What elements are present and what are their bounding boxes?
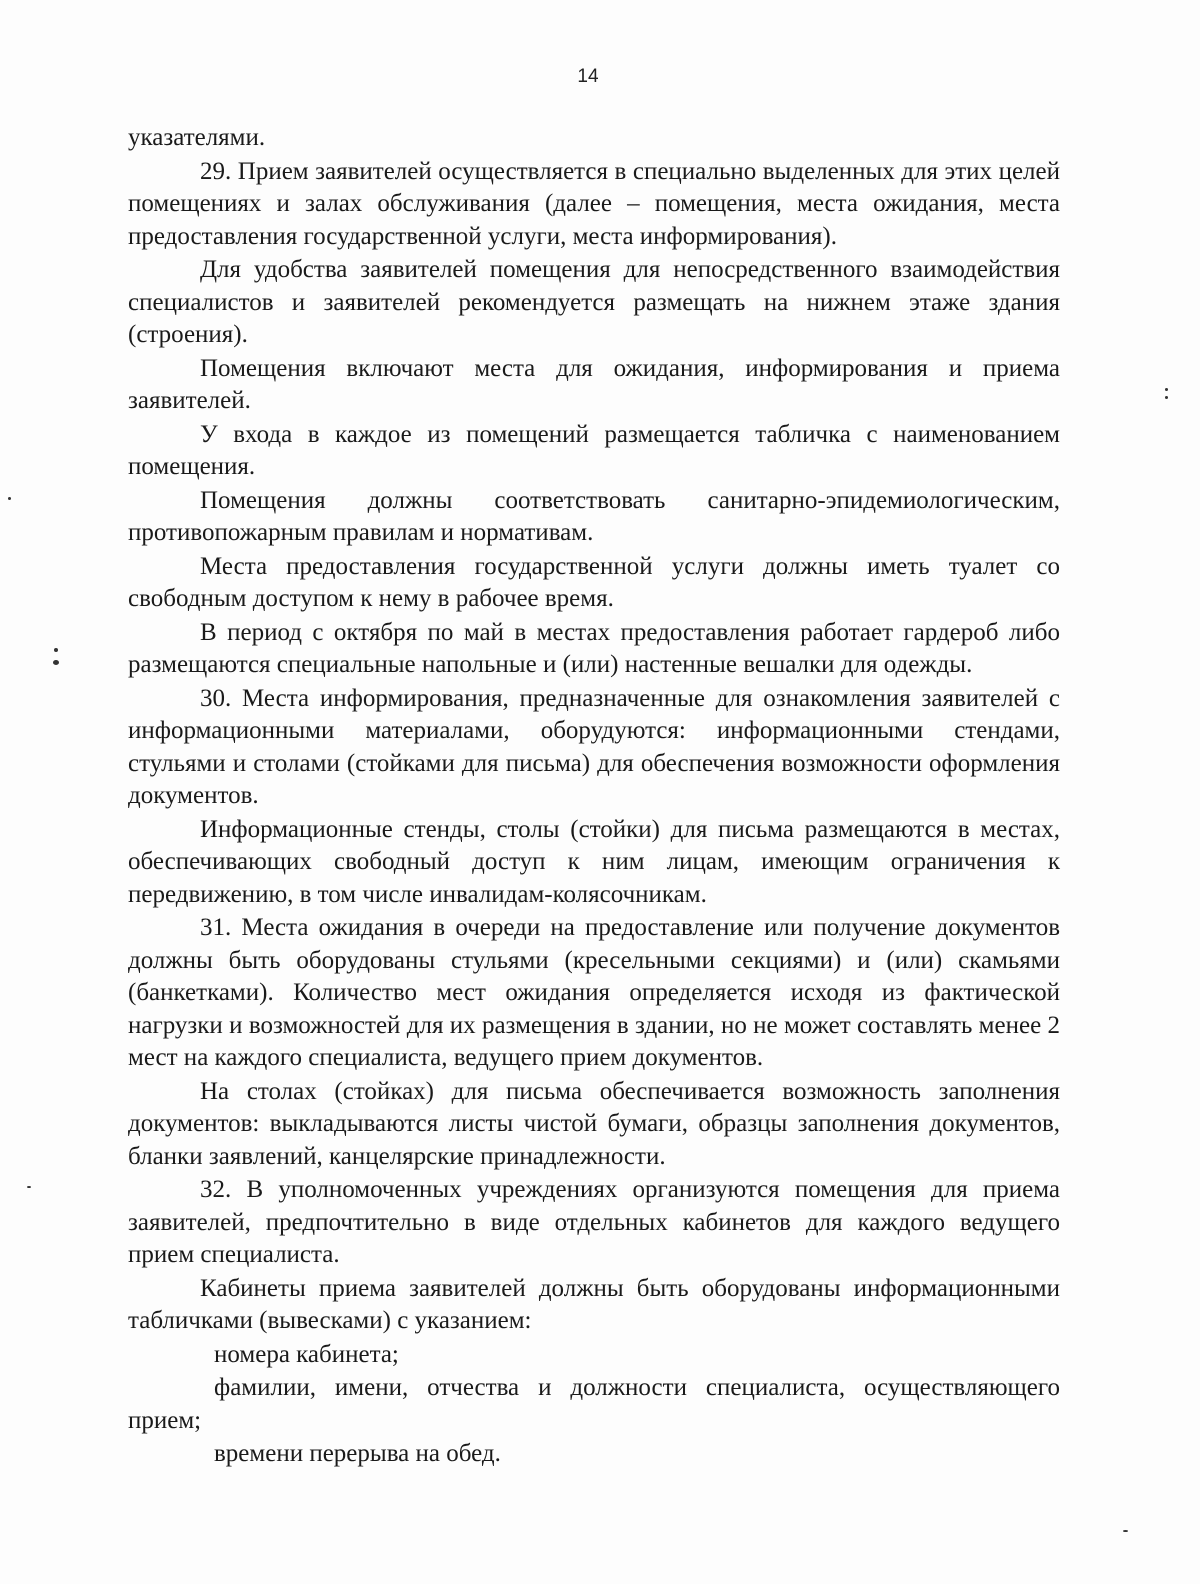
page-number: 14 — [577, 66, 599, 87]
scan-speck — [27, 1186, 31, 1188]
scan-speck — [1165, 388, 1168, 391]
paragraph-32: 32. В уполномоченных учреждениях организуются помещения для приема заявителей, предпочтительно в виде отдельных кабинетов для каждого ведущего прием специалиста. — [128, 1176, 1060, 1268]
paragraph-toilet: Места предоставления государственной услуги должны иметь туалет со свободным доступом к нему в рабочее время. — [128, 552, 1060, 612]
paragraph-29: 29. Прием заявителей осуществляется в специально выделенных для этих целей помещениях и залах обслуживания (далее – помещения, места ожидания, места предоставления государственной услуги, места информирования). — [128, 157, 1060, 250]
paragraph-info-stands: Информационные стенды, столы (стойки) для письма размещаются в местах, обеспечивающих свободный доступ к ним лицам, имеющим ограничения к передвижению, в том числе инвалидам-колясочникам. — [128, 815, 1060, 908]
scan-speck — [1123, 1530, 1128, 1532]
paragraph-wardrobe: В период с октября по май в местах предоставления работает гардероб либо размещаются специальные напольные и (или) настенные вешалки для одежды. — [128, 618, 1060, 678]
paragraph-entrance-sign: У входа в каждое из помещений размещается табличка с наименованием помещения. — [128, 420, 1060, 480]
paragraph-30: 30. Места информирования, предназначенные для ознакомления заявителей с информационными материалами, оборудуются: информационными стендами, стульями и столами (стойками для письма) для обеспечения возможности оформления документов. — [128, 684, 1060, 809]
list-item-specialist-name: фамилии, имени, отчества и должности специалиста, осуществляющего прием; — [128, 1374, 1060, 1434]
list-item-office-number: номера кабинета; — [214, 1340, 399, 1368]
paragraph-premises-include: Помещения включают места для ожидания, информирования и приема заявителей. — [128, 354, 1060, 414]
paragraph-31: 31. Места ожидания в очереди на предоставление или получение документов должны быть оборудованы стульями (кресельными секциями) и (или) скамьями (банкетками). Количество мест ожидания определяется исходя из фактической нагрузки и возможностей для их размещения в здании, но не может составлять менее 2 мест на каждого специалиста, ведущего прием документов. — [128, 914, 1060, 1071]
list-item-lunch-break: времени перерыва на обед. — [214, 1440, 501, 1467]
scan-speck — [1165, 396, 1168, 399]
paragraph-writing-tables: На столах (стойках) для письма обеспечивается возможность заполнения документов: выкладываются листы чистой бумаги, образцы заполнения документов, бланки заявлений, канцелярские принадлежности. — [128, 1077, 1060, 1170]
scan-speck — [8, 497, 11, 500]
paragraph-office-signs: Кабинеты приема заявителей должны быть оборудованы информационными табличками (вывесками) с указанием: — [128, 1274, 1060, 1334]
paragraph-ground-floor: Для удобства заявителей помещения для непосредственного взаимодействия специалистов и заявителей рекомендуется размещать на нижнем этаже здания (строения). — [128, 256, 1060, 348]
document-body — [128, 122, 1060, 1472]
paragraph-sanitary-rules: Помещения должны соответствовать санитарно-эпидемиологическим, противопожарным правилам и нормативам. — [128, 486, 1060, 546]
paragraph-continuation: указателями. — [128, 124, 266, 151]
scan-speck — [54, 648, 58, 652]
scan-speck — [53, 660, 59, 665]
